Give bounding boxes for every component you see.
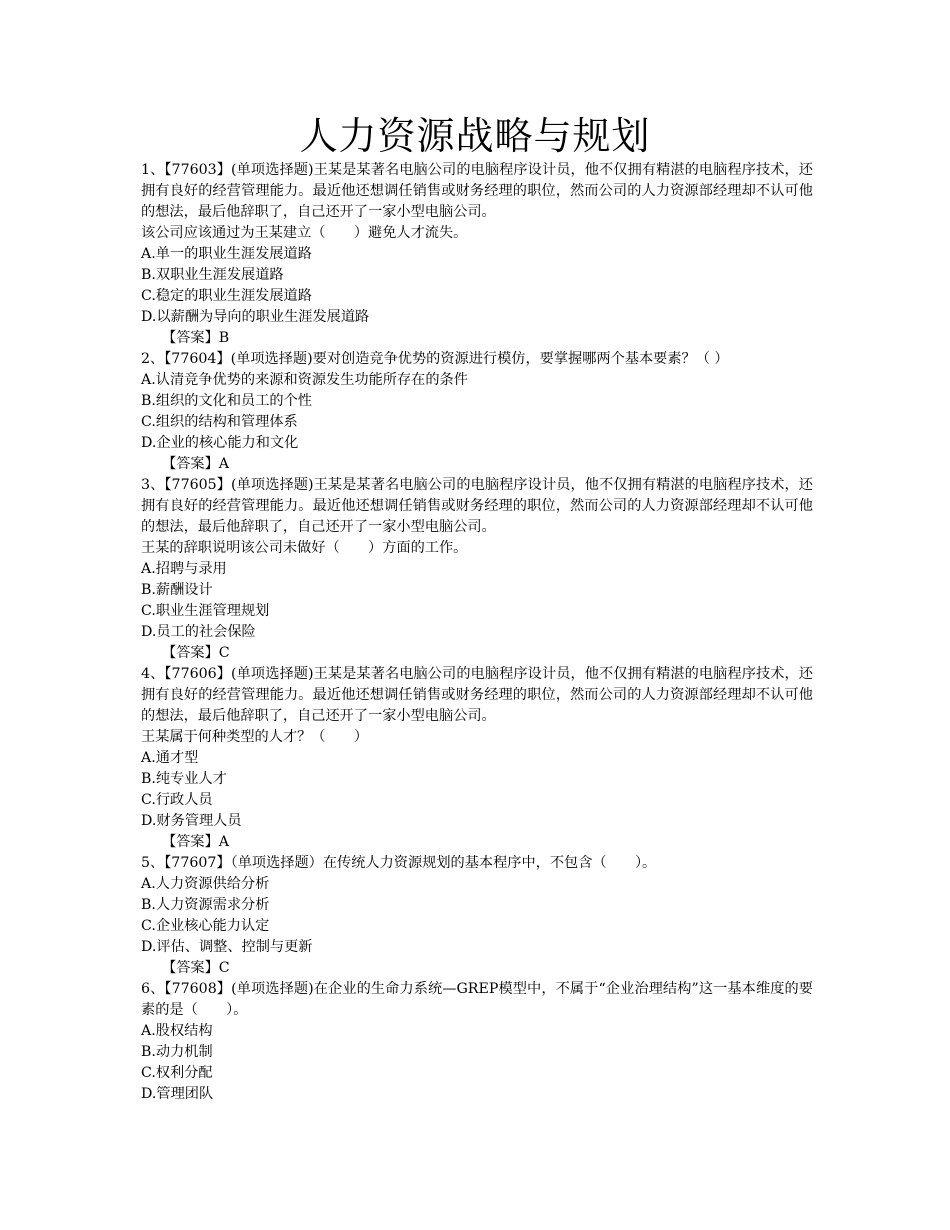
option-b: B.纯专业人才 bbox=[141, 771, 227, 787]
option-d: D.评估、调整、控制与更新 bbox=[141, 939, 313, 955]
question-stem: 6、【77608】(单项选择题)在企业的生命力系统—GREP模型中，不属于“企业治理结构”这一基本维度的要素的是（ ）。 bbox=[141, 981, 813, 1018]
answer-line: 【答案】C bbox=[162, 645, 230, 661]
option-c: C.职业生涯管理规划 bbox=[141, 603, 270, 619]
question-4 bbox=[141, 664, 813, 853]
answer-line: 【答案】B bbox=[162, 330, 230, 346]
question-1 bbox=[141, 160, 813, 349]
option-c: C.企业核心能力认定 bbox=[141, 918, 270, 934]
option-d: D.企业的核心能力和文化 bbox=[141, 435, 299, 451]
option-a: A.通才型 bbox=[141, 750, 199, 766]
option-a: A.招聘与录用 bbox=[141, 561, 227, 577]
option-a: A.认清竞争优势的来源和资源发生功能所存在的条件 bbox=[141, 372, 468, 388]
option-a: A.股权结构 bbox=[141, 1023, 213, 1039]
option-d: D.以薪酬为导向的职业生涯发展道路 bbox=[141, 309, 370, 325]
option-a: A.单一的职业生涯发展道路 bbox=[141, 246, 312, 262]
document-title: 人力资源战略与规划 bbox=[299, 114, 651, 158]
question-stem: 3、【77605】(单项选择题)王某是某著名电脑公司的电脑程序设计员，他不仅拥有精湛的电脑程序技术，还拥有良好的经营管理能力。最近他还想调任销售或财务经理的职位，然而公司的人力资源部经理却不认可他的想法，最后他辞职了，自己还开了一家小型电脑公司。 bbox=[141, 477, 813, 535]
question-prompt: 王某的辞职说明该公司未做好（ ）方面的工作。 bbox=[141, 540, 468, 556]
answer-line: 【答案】C bbox=[162, 960, 230, 976]
option-c: C.权利分配 bbox=[141, 1065, 213, 1081]
option-d: D.员工的社会保险 bbox=[141, 624, 256, 640]
question-list bbox=[141, 160, 813, 1105]
option-d: D.管理团队 bbox=[141, 1086, 214, 1102]
answer-line: 【答案】A bbox=[162, 456, 229, 472]
option-c: C.稳定的职业生涯发展道路 bbox=[141, 288, 312, 304]
option-a: A.人力资源供给分析 bbox=[141, 876, 270, 892]
option-b: B.薪酬设计 bbox=[141, 582, 213, 598]
question-5 bbox=[141, 853, 813, 979]
question-stem: 5、【77607】（单项选择题）在传统人力资源规划的基本程序中，不包含（ ）。 bbox=[141, 855, 657, 871]
answer-line: 【答案】A bbox=[162, 834, 229, 850]
question-prompt: 该公司应该通过为王某建立（ ）避免人才流失。 bbox=[141, 225, 468, 241]
question-3 bbox=[141, 475, 813, 664]
option-b: B.动力机制 bbox=[141, 1044, 213, 1060]
question-6 bbox=[141, 979, 813, 1105]
question-2 bbox=[141, 349, 813, 475]
option-c: C.行政人员 bbox=[141, 792, 213, 808]
option-b: B.组织的文化和员工的个性 bbox=[141, 393, 312, 409]
question-stem: 4、【77606】(单项选择题)王某是某著名电脑公司的电脑程序设计员，他不仅拥有精湛的电脑程序技术，还拥有良好的经营管理能力。最近他还想调任销售或财务经理的职位，然而公司的人力资源部经理却不认可他的想法，最后他辞职了，自己还开了一家小型电脑公司。 bbox=[141, 666, 813, 724]
option-b: B.双职业生涯发展道路 bbox=[141, 267, 284, 283]
question-stem: 1、【77603】(单项选择题)王某是某著名电脑公司的电脑程序设计员，他不仅拥有精湛的电脑程序技术，还拥有良好的经营管理能力。最近他还想调任销售或财务经理的职位，然而公司的人力资源部经理却不认可他的想法，最后他辞职了，自己还开了一家小型电脑公司。 bbox=[141, 162, 813, 220]
question-stem: 2、【77604】(单项选择题)要对创造竞争优势的资源进行模仿，要掌握哪两个基本要素？（ ） bbox=[141, 351, 729, 367]
option-c: C.组织的结构和管理体系 bbox=[141, 414, 298, 430]
option-d: D.财务管理人员 bbox=[141, 813, 242, 829]
question-prompt: 王某属于何种类型的人才？（ ） bbox=[141, 729, 369, 745]
option-b: B.人力资源需求分析 bbox=[141, 897, 270, 913]
